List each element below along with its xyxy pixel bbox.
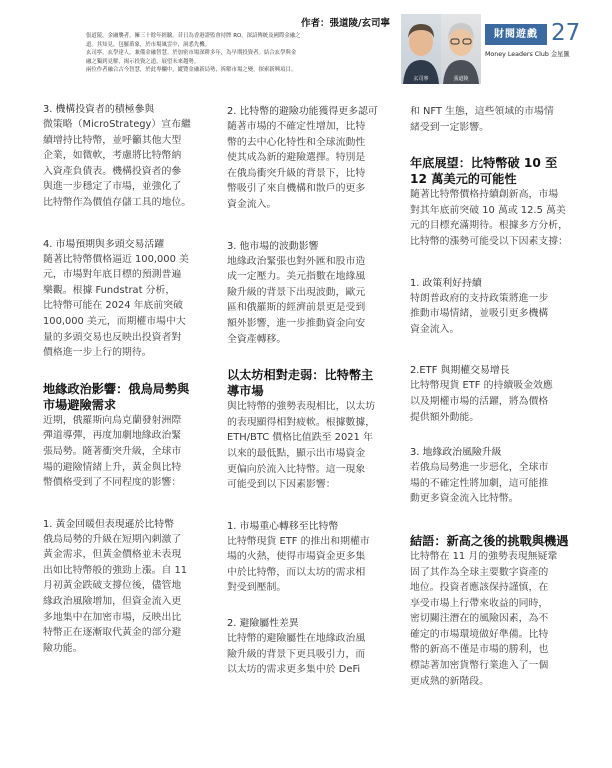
text-line: 比特幣作為價值存儲工具的地位。 [43, 196, 192, 208]
text-line: 比特幣可能在 2024 年底前突破 [43, 300, 184, 312]
text-line: 更偏向於流入比特幣。這一現象 [227, 463, 366, 475]
avatar-label: 玄司寧 [413, 76, 429, 82]
text-line: 資金流入。 [227, 198, 277, 210]
text-line: 推動市場情緒，並吸引更多機構 [410, 308, 549, 320]
section-heading: 結語：新高之後的挑戰與機遇 [410, 533, 569, 548]
subheading: 1. 黃金回暖但表現遜於比特幣 [43, 518, 175, 530]
bio-line: 道。其知見，包羅萬象，於市場風雲中，洞悉先機。 [86, 41, 210, 48]
text-line: 隨著市場的不確定性增加，比特 [227, 121, 366, 132]
paragraph [227, 239, 403, 348]
text-line: 若俄烏局勢進一步惡化，全球市 [410, 462, 549, 474]
text-line: 企業，如微軟，考慮將比特幣納 [43, 150, 182, 162]
paragraph [227, 616, 403, 678]
text-line: 元，市場對年底目標的預測普遍 [43, 269, 182, 281]
author-bio [86, 32, 390, 75]
text-line: 地位。投資者應該保持謹慎，在 [410, 582, 549, 594]
text-line: 緣政治風險增加，但資金流入更 [43, 596, 182, 608]
text-line: 特幣正在逐漸取代黃金的部分避 [43, 627, 182, 639]
text-line: 比特幣在 11 月的強勢表現無疑鞏 [410, 550, 558, 562]
text-line: 固了其作為全球主要數字資產的 [410, 566, 549, 578]
text-line: 比特幣的漲勢可能受以下因素支撐： [410, 235, 569, 247]
text-line: 場的不確定性將加劇，這可能推 [410, 477, 549, 489]
subheading: 1. 政策利好持續 [410, 277, 482, 289]
text-line: 幣的去中心化特性和全球流動性 [227, 136, 366, 148]
subheading: 3. 機構投資者的積極參與 [43, 104, 155, 115]
text-line: 近期，俄羅斯向烏克蘭發射洲際 [43, 414, 182, 426]
text-line: 險升級的背景下更具吸引力，而 [227, 648, 366, 660]
text-line: 可能受到以下因素影響： [227, 479, 336, 491]
text-line: 隨著比特幣價格逼近 100,000 美 [43, 253, 189, 265]
section [227, 367, 403, 493]
text-line: 使其成為新的避險選擇。特別是 [227, 152, 366, 164]
article-column-3 [410, 104, 586, 701]
text-line: 提供額外動能。 [410, 411, 480, 423]
text-line: 續增持比特幣，並呼籲其他大型 [43, 134, 182, 146]
text-line: 幣的新高不僅是市場的勝利，也 [410, 644, 549, 656]
bio-line: 兩位作者融合古今智慧，於此專欄中，縱覽金融新局勢，拆解市場之變，探索新興項目。 [86, 67, 297, 74]
text-line: 比特幣現貨 ETF 的推出和期權市 [227, 535, 370, 547]
article-column-1 [43, 102, 219, 668]
text-line: 場的火熱，使得市場資金更多集 [227, 551, 366, 563]
text-line: 和 NFT 生態，這些領域的市場情 [410, 106, 554, 117]
text-line: 月初黃金跌破支撐位後，儘管地 [43, 580, 182, 592]
section-heading: 地緣政治影響：俄烏局勢與 [43, 381, 190, 396]
text-line: 資金流入。 [410, 323, 460, 335]
text-line: 標誌著加密貨幣行業進入了一個 [410, 660, 549, 672]
text-line: 黃金需求，但黃金價格並未表現 [43, 549, 182, 561]
text-line: 緒受到一定影響。 [410, 121, 490, 133]
avatar-illustration-icon [401, 14, 441, 84]
avatar-left [401, 14, 441, 84]
paragraph [43, 237, 219, 361]
text-line: 險升級的背景下出現波動，歐元 [227, 286, 366, 298]
page-number: 27 [551, 20, 581, 46]
text-line: 更成熟的新階段。 [410, 675, 490, 687]
text-line: 隨著比特幣價格持續創新高，市場 [410, 189, 559, 201]
author-byline: 作者：張道陵/玄司寧 [301, 18, 390, 29]
section-heading: 市場避險需求 [43, 397, 117, 412]
text-line: 地緣政治緊張也對外匯和股市造 [227, 255, 366, 267]
section [410, 155, 586, 249]
text-line: 險功能。 [43, 642, 83, 654]
magazine-brand [485, 20, 593, 58]
text-line: 確定的市場環境做好準備。比特 [410, 628, 549, 640]
section-heading: 以太坊相對走弱：比特幣主 [227, 368, 374, 383]
subheading: 2.ETF 與期權交易增長 [410, 365, 510, 377]
text-line: 價格進一步上行的期待。 [43, 347, 152, 359]
avatar-right [441, 14, 481, 84]
text-line: 比特幣的避險屬性在地緣政治風 [227, 633, 366, 645]
column-header [86, 15, 390, 75]
section-category: 財閱遊戲 [485, 24, 547, 45]
text-line: 對受到壓制。 [227, 582, 287, 594]
avatar-illustration-icon [441, 14, 481, 84]
text-line: 密切關注潛在的風險因素，為不 [410, 613, 549, 625]
text-line: 在俄烏衝突升級的背景下，比特 [227, 167, 366, 179]
section-heading: 導市場 [227, 384, 264, 399]
paragraph [227, 104, 403, 213]
text-line: 以太坊的需求更多集中於 DeFi [227, 664, 361, 676]
text-line: 樂觀。根據 Fundstrat 分析， [43, 284, 176, 296]
text-line: 出如比特幣般的強勁上漲。自 11 [43, 564, 188, 576]
text-line: 區和俄羅斯的經濟前景更是受到 [227, 302, 366, 314]
text-line: 幣吸引了來自機構和散戶的更多 [227, 183, 366, 195]
section [410, 533, 586, 689]
text-line: 張局勢。隨著衝突升級，全球市 [43, 445, 182, 457]
text-line: 量的多頭交易也反映出投資者對 [43, 331, 182, 343]
subheading: 4. 市場預期與多頭交易活躍 [43, 238, 165, 250]
paragraph [410, 445, 586, 507]
subheading: 1. 市場重心轉移至比特幣 [227, 520, 339, 532]
paragraph [43, 517, 219, 657]
text-line: 動更多資金流入比特幣。 [410, 493, 519, 505]
paragraph [410, 276, 586, 338]
bio-line: 張道陵，金融襲者，擁三十餘年經驗。昔日為香港證監會持牌 RO，深諳傳統及國際金融之 [86, 33, 301, 39]
text-line: 特朗普政府的支持政策將進一步 [410, 292, 549, 304]
paragraph [410, 363, 586, 425]
text-line: 以及期權市場的活躍，將為價格 [410, 395, 549, 407]
section-heading: 12 萬美元的可能性 [410, 172, 517, 187]
text-line: 100,000 美元，而期權市場中大 [43, 315, 186, 327]
text-line: 俄烏局勢的升級在短期內刺激了 [43, 533, 182, 545]
text-line: 幣價格受到了不同程度的影響： [43, 477, 182, 489]
subheading: 3. 他市場的波動影響 [227, 240, 319, 252]
bio-line: 融之獨到見解，揭示投資之道，展望未來趨勢。 [86, 58, 200, 65]
text-line: ETH/BTC 價格比值跌至 2021 年 [227, 432, 373, 444]
text-line: 額外影響，進一步推動資金向安 [227, 317, 366, 329]
subheading: 2. 比特幣的避險功能獲得更多認可 [227, 106, 378, 117]
text-line: 元的目標充滿期待。根據多方分析， [410, 220, 569, 232]
text-line: 微策略（MicroStrategy）宣布繼 [43, 119, 191, 130]
subheading: 3. 地緣政治風險升級 [410, 447, 502, 459]
text-line: 彈道導彈，再度加劇地緣政治緊 [43, 430, 182, 442]
text-line: 享受市場上行帶來收益的同時， [410, 597, 549, 609]
section [43, 381, 219, 491]
text-line: 的表現顯得相對疲軟。根據數據， [227, 416, 376, 428]
text-line: 場的避險情緒上升，黃金與比特 [43, 461, 182, 473]
text-line: 與進一步穩定了市場，並強化了 [43, 181, 182, 193]
paragraph [227, 519, 403, 596]
club-name: Money Leaders Club 金星匯 [485, 51, 570, 58]
text-line: 多地集中在加密市場，反映出比 [43, 611, 182, 623]
author-avatars [401, 14, 481, 84]
paragraph [43, 102, 219, 211]
text-line: 對其年底前突破 10 萬或 12.5 萬美 [410, 204, 566, 216]
avatar-label: 張道陵 [453, 76, 469, 82]
section-heading: 年底展望：比特幣破 10 至 [410, 156, 558, 171]
bio-line: 玄司寧，玄學達人，兼備金融智慧。於加密市場深耕多年，為早期投資者。結合玄學與金 [86, 50, 297, 57]
text-line: 與比特幣的強勢表現相比，以太坊 [227, 401, 376, 413]
text-line: 成一定壓力。美元指數在地緣風 [227, 271, 366, 283]
subheading: 2. 避險屬性差異 [227, 618, 299, 630]
text-line: 比特幣現貨 ETF 的持續吸金效應 [410, 380, 553, 392]
paragraph [410, 104, 586, 135]
article-column-2 [227, 104, 403, 690]
text-line: 入資產負債表。機構投資者的參 [43, 165, 182, 177]
text-line: 中於比特幣，而以太坊的需求相 [227, 566, 366, 578]
text-line: 以來的最低點，顯示出市場資金 [227, 447, 366, 459]
text-line: 全資產轉移。 [227, 333, 287, 345]
